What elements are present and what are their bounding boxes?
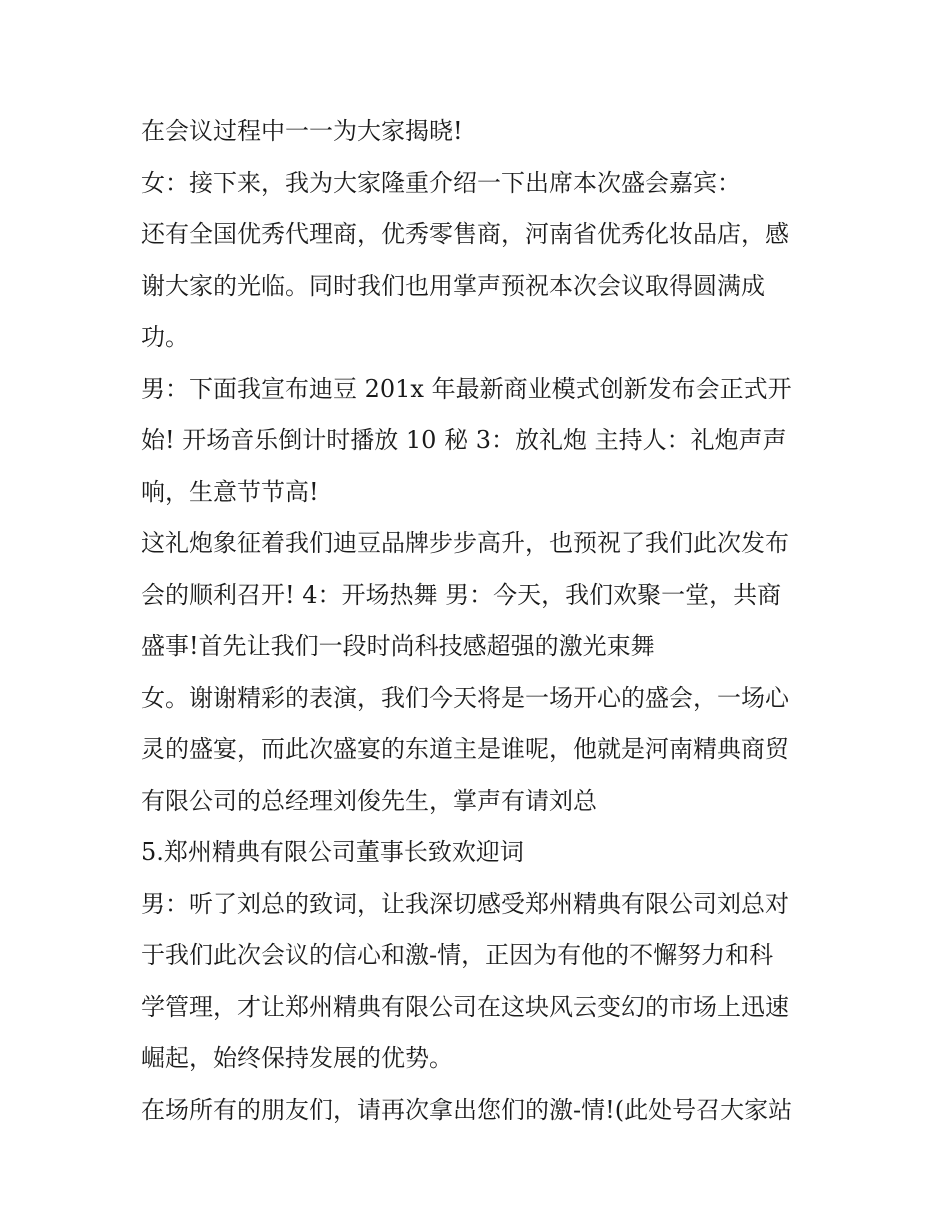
text-line: 盛事!首先让我们一段时尚科技感超强的激光束舞 <box>141 632 655 660</box>
text-line: 男：听了刘总的致词，让我深切感受郑州精典有限公司刘总对 <box>141 889 789 918</box>
document-body <box>141 106 821 1136</box>
text-line: 男：下面我宣布迪豆 201x 年最新商业模式创新发布会正式开 <box>141 374 792 403</box>
text-line: 崛起，始终保持发展的优势。 <box>141 1044 453 1072</box>
text-line: 5.郑州精典有限公司董事长致欢迎词 <box>141 838 524 866</box>
text-line: 这礼炮象征着我们迪豆品牌步步高升，也预祝了我们此次发布 <box>141 529 789 557</box>
text-line: 学管理，才让郑州精典有限公司在这块风云变幻的市场上迅速 <box>141 992 789 1021</box>
text-line: 还有全国优秀代理商，优秀零售商，河南省优秀化妆品店，感 <box>141 220 789 248</box>
text-line: 女。谢谢精彩的表演，我们今天将是一场开心的盛会，一场心 <box>141 683 789 712</box>
text-line: 谢大家的光临。同时我们也用掌声预祝本次会议取得圆满成 <box>141 271 765 300</box>
text-line: 女：接下来，我为大家隆重介绍一下出席本次盛会嘉宾： <box>141 168 741 197</box>
text-line: 始! 开场音乐倒计时播放 10 秘 3：放礼炮 主持人：礼炮声声 <box>141 426 787 454</box>
text-line: 于我们此次会议的信心和激-情，正因为有他的不懈努力和科 <box>141 941 774 969</box>
text-line: 功。 <box>141 323 189 351</box>
text-line: 灵的盛宴，而此次盛宴的东道主是谁呢，他就是河南精典商贸 <box>141 735 789 763</box>
text-line: 会的顺利召开! 4：开场热舞 男：今天，我们欢聚一堂，共商 <box>141 580 782 609</box>
text-line: 在场所有的朋友们，请再次拿出您们的激-情!(此处号召大家站 <box>141 1095 793 1124</box>
text-line: 响，生意节节高! <box>141 477 319 506</box>
text-line: 有限公司的总经理刘俊先生，掌声有请刘总 <box>141 786 597 815</box>
text-line: 在会议过程中一一为大家揭晓! <box>141 117 463 145</box>
